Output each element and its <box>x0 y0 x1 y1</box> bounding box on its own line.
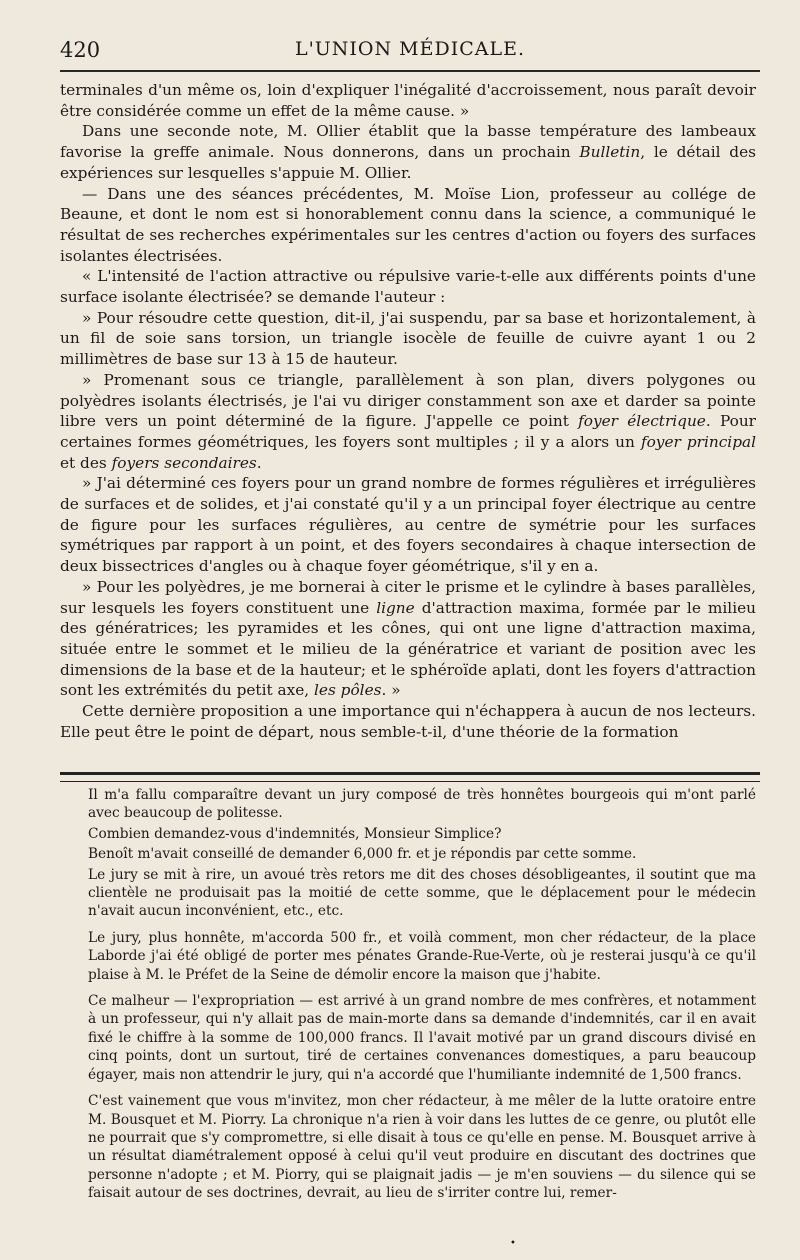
paragraph: » Pour les polyèdres, je me bornerai à citer le prisme et le cylindre à bases parallèles, sur lesquels les foyers constituent une ligne d'attraction maxima, formée par le milieu des génératrices; les pyramides et les cônes, qui ont une ligne d'attraction maxima, située entre le sommet et le milieu de la génératrice et variant de position avec les dimensions de la base et de la hauteur; et le sphéroïde aplati, dont les foyers d'attraction sont les extrémités du petit axe, les pôles. » <box>60 577 756 700</box>
feuilleton-paragraph: Il m'a fallu comparaître devant un jury composé de très honnêtes bourgeois qui m'ont parlé avec beaucoup de politesse. <box>88 787 756 822</box>
feuilleton-paragraph: Benoît m'avait conseillé de demander 6,000 fr. et je répondis par cette somme. <box>88 846 637 863</box>
paragraph: » J'ai déterminé ces foyers pour un grand nombre de formes régulières et irrégulières de surfaces et de solides, et j'ai constaté qu'il y a un principal foyer électrique au centre de figure pour les surfaces régulières, au centre de symétrie pour les surfaces symétriques par rapport à un point, et des foyers secondaires à chaque intersection de deux bissectrices d'angles ou à chaque foyer géométrique, s'il y en a. <box>60 474 756 576</box>
paragraph: terminales d'un même os, loin d'expliquer l'inégalité d'accroissement, nous paraît devoir être considérée comme un effet de la même cause. » <box>60 81 756 120</box>
feuilleton-paragraph: Combien demandez-vous d'indemnités, Monsieur Simplice? <box>88 825 502 842</box>
feuilleton-column <box>88 786 756 1205</box>
paragraph: » Pour résoudre cette question, dit-il, j'ai suspendu, par sa base et horizontalement, à un fil de soie sans torsion, un triangle isocèle de feuille de cuivre ayant 1 ou 2 millimètres de base sur 13 à 15 de hauteur. <box>60 308 756 369</box>
paragraph: Cette dernière proposition a une importance qui n'échappera à aucun de nos lecteurs. Elle peut être le point de départ, nous semble-t-il, d'une théorie de la formation <box>60 702 756 741</box>
page-header <box>60 36 760 66</box>
main-column <box>60 80 756 743</box>
printer-dot: • <box>510 1238 516 1249</box>
header-rule <box>60 70 760 72</box>
feuilleton-separator <box>60 772 760 782</box>
paragraph: — Dans une des séances précédentes, M. Moïse Lion, professeur au collége de Beaune, et dont le nom est si honorablement connu dans la science, a communiqué le résultat de ses recherches expérimentales sur les centres d'action ou foyers des surfaces isolantes électrisées. <box>60 184 756 265</box>
feuilleton-paragraph: Le jury se mit à rire, un avoué très retors me dit des choses désobligeantes, il soutint que ma clientèle ne produisait pas la moitié de cette somme, que le déplacement pour le médecin n'avait aucun inconvénient, etc., etc. <box>88 866 756 920</box>
feuilleton-paragraph: Ce malheur — l'expropriation — est arrivé à un grand nombre de mes confrères, et notamment à un professeur, qui n'y allait pas de main-morte dans sa demande d'indemnités, car il en avait fixé le chiffre à la somme de 100,000 francs. Il l'avait motivé par un grand discours divisé en cinq points, dont un surtout, tiré de certaines convenances domestiques, a paru beaucoup égayer, mais non attendrir le jury, qui n'a accordé que l'humiliante indemnité de 1,500 francs. <box>88 993 756 1083</box>
paragraph: Dans une seconde note, M. Ollier établit que la basse température des lambeaux favorise la greffe animale. Nous donnerons, dans un prochain Bulletin, le détail des expériences sur lesquelles s'appuie M. Ollier. <box>60 122 756 182</box>
paragraph: « L'intensité de l'action attractive ou répulsive varie-t-elle aux différents points d'une surface isolante électrisée? se demande l'auteur : <box>60 267 756 307</box>
feuilleton-paragraph: C'est vainement que vous m'invitez, mon cher rédacteur, à me mêler de la lutte oratoire entre M. Bousquet et M. Piorry. La chronique n'a rien à voir dans les luttes de ce genre, ou plutôt elle ne pourrait que s'y compromettre, si elle disait à tous ce qu'elle en pense. M. Bousquet arrive à un résultat diamétralement opposé à celui qu'il veut produire en discutant des doctrines que personne n'adopte ; et M. Piorry, qui se plaignait jadis — je m'en souviens — du silence qui se faisait autour de ses doctrines, devrait, au lieu de s'irriter contre lui, remer- <box>88 1093 756 1202</box>
running-title: L'UNION MÉDICALE. <box>294 38 526 60</box>
paragraph: » Promenant sous ce triangle, parallèlement à son plan, divers polygones ou polyèdres isolants électrisés, je l'ai vu diriger constamment son axe et darder sa pointe libre vers un point déterminé de la figure. J'appelle ce point foyer électrique. Pour certaines formes géométriques, les foyers sont multiples ; il y a alors un foyer principal et des foyers secondaires. <box>60 370 756 472</box>
page-number: 420 <box>60 38 101 62</box>
feuilleton-paragraph: Le jury, plus honnête, m'accorda 500 fr., et voilà comment, mon cher rédacteur, de la place Laborde j'ai été obligé de porter mes pénates Grande-Rue-Verte, où je resterai jusqu'à ce qu'il plaise à M. le Préfet de la Seine de démolir encore la maison que j'habite. <box>88 929 756 983</box>
